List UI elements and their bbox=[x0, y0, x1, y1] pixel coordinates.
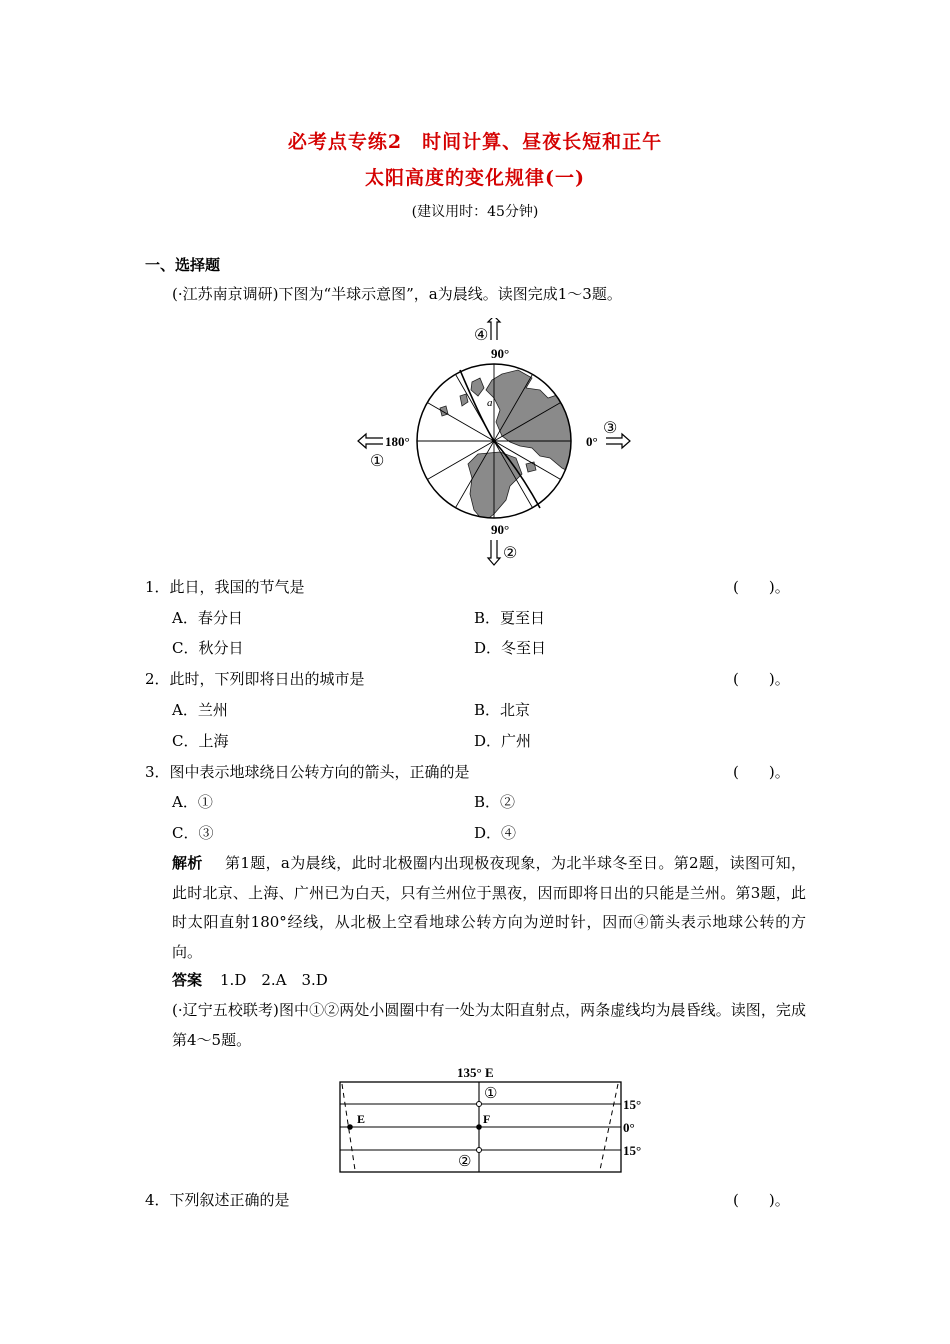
label-circle-2: ② bbox=[458, 1154, 472, 1170]
arrow-down-icon bbox=[488, 540, 500, 565]
arrow-left-label: ① bbox=[370, 453, 385, 470]
q1-option-d[interactable]: D．冬至日 bbox=[474, 639, 547, 657]
label-north-90: 90° bbox=[491, 346, 510, 361]
island-3 bbox=[526, 462, 536, 472]
q3-option-a[interactable]: A．① bbox=[172, 793, 213, 811]
q1-option-a[interactable]: A．春分日 bbox=[172, 609, 243, 627]
label-a: a bbox=[487, 397, 493, 409]
page-title-line2: 太阳高度的变化规律(一) bbox=[365, 167, 585, 189]
q2-option-c[interactable]: C．上海 bbox=[172, 732, 229, 750]
question-2-stem: 2．此时，下列即将日出的城市是 bbox=[145, 670, 365, 688]
label-lat-15-bottom: 15° bbox=[623, 1143, 642, 1158]
q1-option-b[interactable]: B．夏至日 bbox=[474, 609, 546, 627]
label-south-90: 90° bbox=[491, 522, 510, 537]
label-lat-15-top: 15° bbox=[623, 1097, 642, 1112]
label-135e: 135° E bbox=[457, 1065, 494, 1080]
question-2-paren: ( )。 bbox=[733, 670, 790, 688]
answer-line bbox=[172, 970, 328, 990]
question-3-stem: 3．图中表示地球绕日公转方向的箭头，正确的是 bbox=[145, 763, 470, 781]
arrow-left-icon bbox=[358, 434, 383, 448]
label-e: E bbox=[357, 1112, 366, 1126]
question-3-paren: ( )。 bbox=[733, 763, 790, 781]
suggested-time: (建议用时：45分钟) bbox=[411, 204, 539, 220]
intro-1: (·江苏南京调研)下图为“半球示意图”，a为晨线。读图完成1～3题。 bbox=[172, 285, 622, 303]
point-e-dot bbox=[347, 1124, 353, 1130]
arrow-up-label: ④ bbox=[474, 327, 489, 344]
q3-option-d[interactable]: D．④ bbox=[474, 824, 517, 842]
label-west-180: 180° bbox=[385, 434, 410, 449]
question-1-paren: ( )。 bbox=[733, 578, 790, 596]
q3-option-b[interactable]: B．② bbox=[474, 793, 516, 811]
label-circle-1: ① bbox=[484, 1086, 498, 1102]
answer-label: 答案 bbox=[172, 971, 203, 989]
q1-option-c[interactable]: C．秋分日 bbox=[172, 639, 244, 657]
label-lat-0: 0° bbox=[623, 1120, 635, 1135]
arrow-down-label: ② bbox=[503, 545, 518, 562]
q2-option-a[interactable]: A．兰州 bbox=[172, 701, 228, 719]
question-4-stem: 4．下列叙述正确的是 bbox=[145, 1191, 290, 1209]
page-title-line1: 必考点专练2 时间计算、昼夜长短和正午 bbox=[287, 131, 663, 153]
q2-option-b[interactable]: B．北京 bbox=[474, 701, 531, 719]
analysis-text: 第1题，a为晨线，此时北极圈内出现极夜现象，为北半球冬至日。第2题，读图可知，此时北京、上海、广州已为白天，只有兰州位于黑夜，因而即将日出的只能是兰州。第3题，此时太阳直射180°经线，从北极上空看地球公转方向为逆时针，因而④箭头表示地球公转的方向。 bbox=[172, 854, 806, 961]
point-f-dot bbox=[476, 1124, 482, 1130]
label-east-0: 0° bbox=[586, 434, 598, 449]
q3-option-c[interactable]: C．③ bbox=[172, 824, 214, 842]
answer-text: 1.D 2.A 3.D bbox=[220, 971, 328, 989]
hemisphere-figure bbox=[350, 318, 640, 570]
island-2 bbox=[460, 394, 468, 406]
analysis-paragraph bbox=[172, 849, 806, 967]
arrow-up-icon bbox=[488, 318, 500, 340]
q2-option-d[interactable]: D．广州 bbox=[474, 732, 532, 750]
label-f: F bbox=[483, 1112, 491, 1126]
latitude-grid-figure bbox=[330, 1062, 660, 1177]
landmass-south bbox=[468, 452, 522, 522]
arrow-right-label: ③ bbox=[603, 420, 618, 437]
analysis-label: 解析 bbox=[172, 854, 203, 872]
circle-2-marker bbox=[477, 1148, 482, 1153]
question-4-paren: ( )。 bbox=[733, 1191, 790, 1209]
island-1 bbox=[471, 378, 484, 396]
intro-2: (·辽宁五校联考)图中①②两处小圆圈中有一处为太阳直射点，两条虚线均为晨昏线。读图，完成第4～5题。 bbox=[172, 1001, 806, 1049]
question-1-stem: 1．此日，我国的节气是 bbox=[145, 578, 305, 596]
circle-1-marker bbox=[477, 1102, 482, 1107]
section-heading: 一、选择题 bbox=[145, 256, 221, 274]
